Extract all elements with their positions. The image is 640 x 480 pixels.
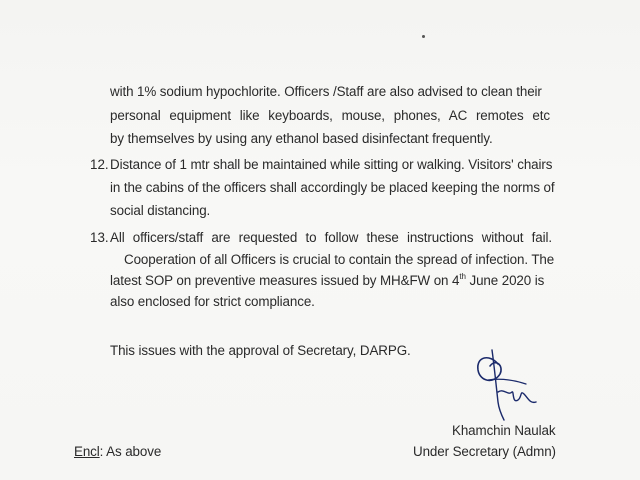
signatory-designation: Under Secretary (Admn) — [413, 444, 556, 459]
para-12-line-2: in the cabins of the officers shall accordingly be placed keeping the norms of — [110, 180, 555, 195]
para-13-line-2: Cooperation of all Officers is crucial to contain the spread of infection. The — [124, 252, 555, 267]
para-11-line-2: personal equipment like keyboards, mouse, phones, AC remotes etc — [110, 108, 550, 123]
para-13-line-4: also enclosed for strict compliance. — [110, 294, 315, 309]
para-13-line-3-end: June 2020 is — [465, 273, 545, 288]
para-12-line-3: social distancing. — [110, 203, 211, 218]
para-13-line-1: All officers/staff are requested to follow these instructions without fail. — [110, 230, 552, 245]
para-13-number: 13. — [90, 230, 109, 245]
signatory-name: Khamchin Naulak — [452, 423, 556, 438]
para-12-number: 12. — [90, 157, 109, 172]
ordinal-suffix: th — [459, 272, 466, 281]
para-13-line-3-text: latest SOP on preventive measures issued by MH&FW on 4 — [110, 273, 460, 288]
approval-statement: This issues with the approval of Secretary, DARPG. — [110, 343, 411, 358]
para-11-line-3: by themselves by using any ethanol based disinfectant frequently. — [110, 131, 493, 146]
enclosure-label: Encl — [74, 444, 100, 459]
enclosure-text: : As above — [99, 444, 162, 459]
para-11-line-1: with 1% sodium hypochlorite. Officers /Staff are also advised to clean their — [110, 84, 542, 99]
para-12-line-1: Distance of 1 mtr shall be maintained while sitting or walking. Visitors' chairs — [110, 157, 553, 172]
enclosure-note — [74, 444, 161, 460]
handwritten-signature — [468, 344, 548, 424]
scan-speck — [422, 35, 425, 38]
para-13-line-3 — [110, 273, 544, 289]
